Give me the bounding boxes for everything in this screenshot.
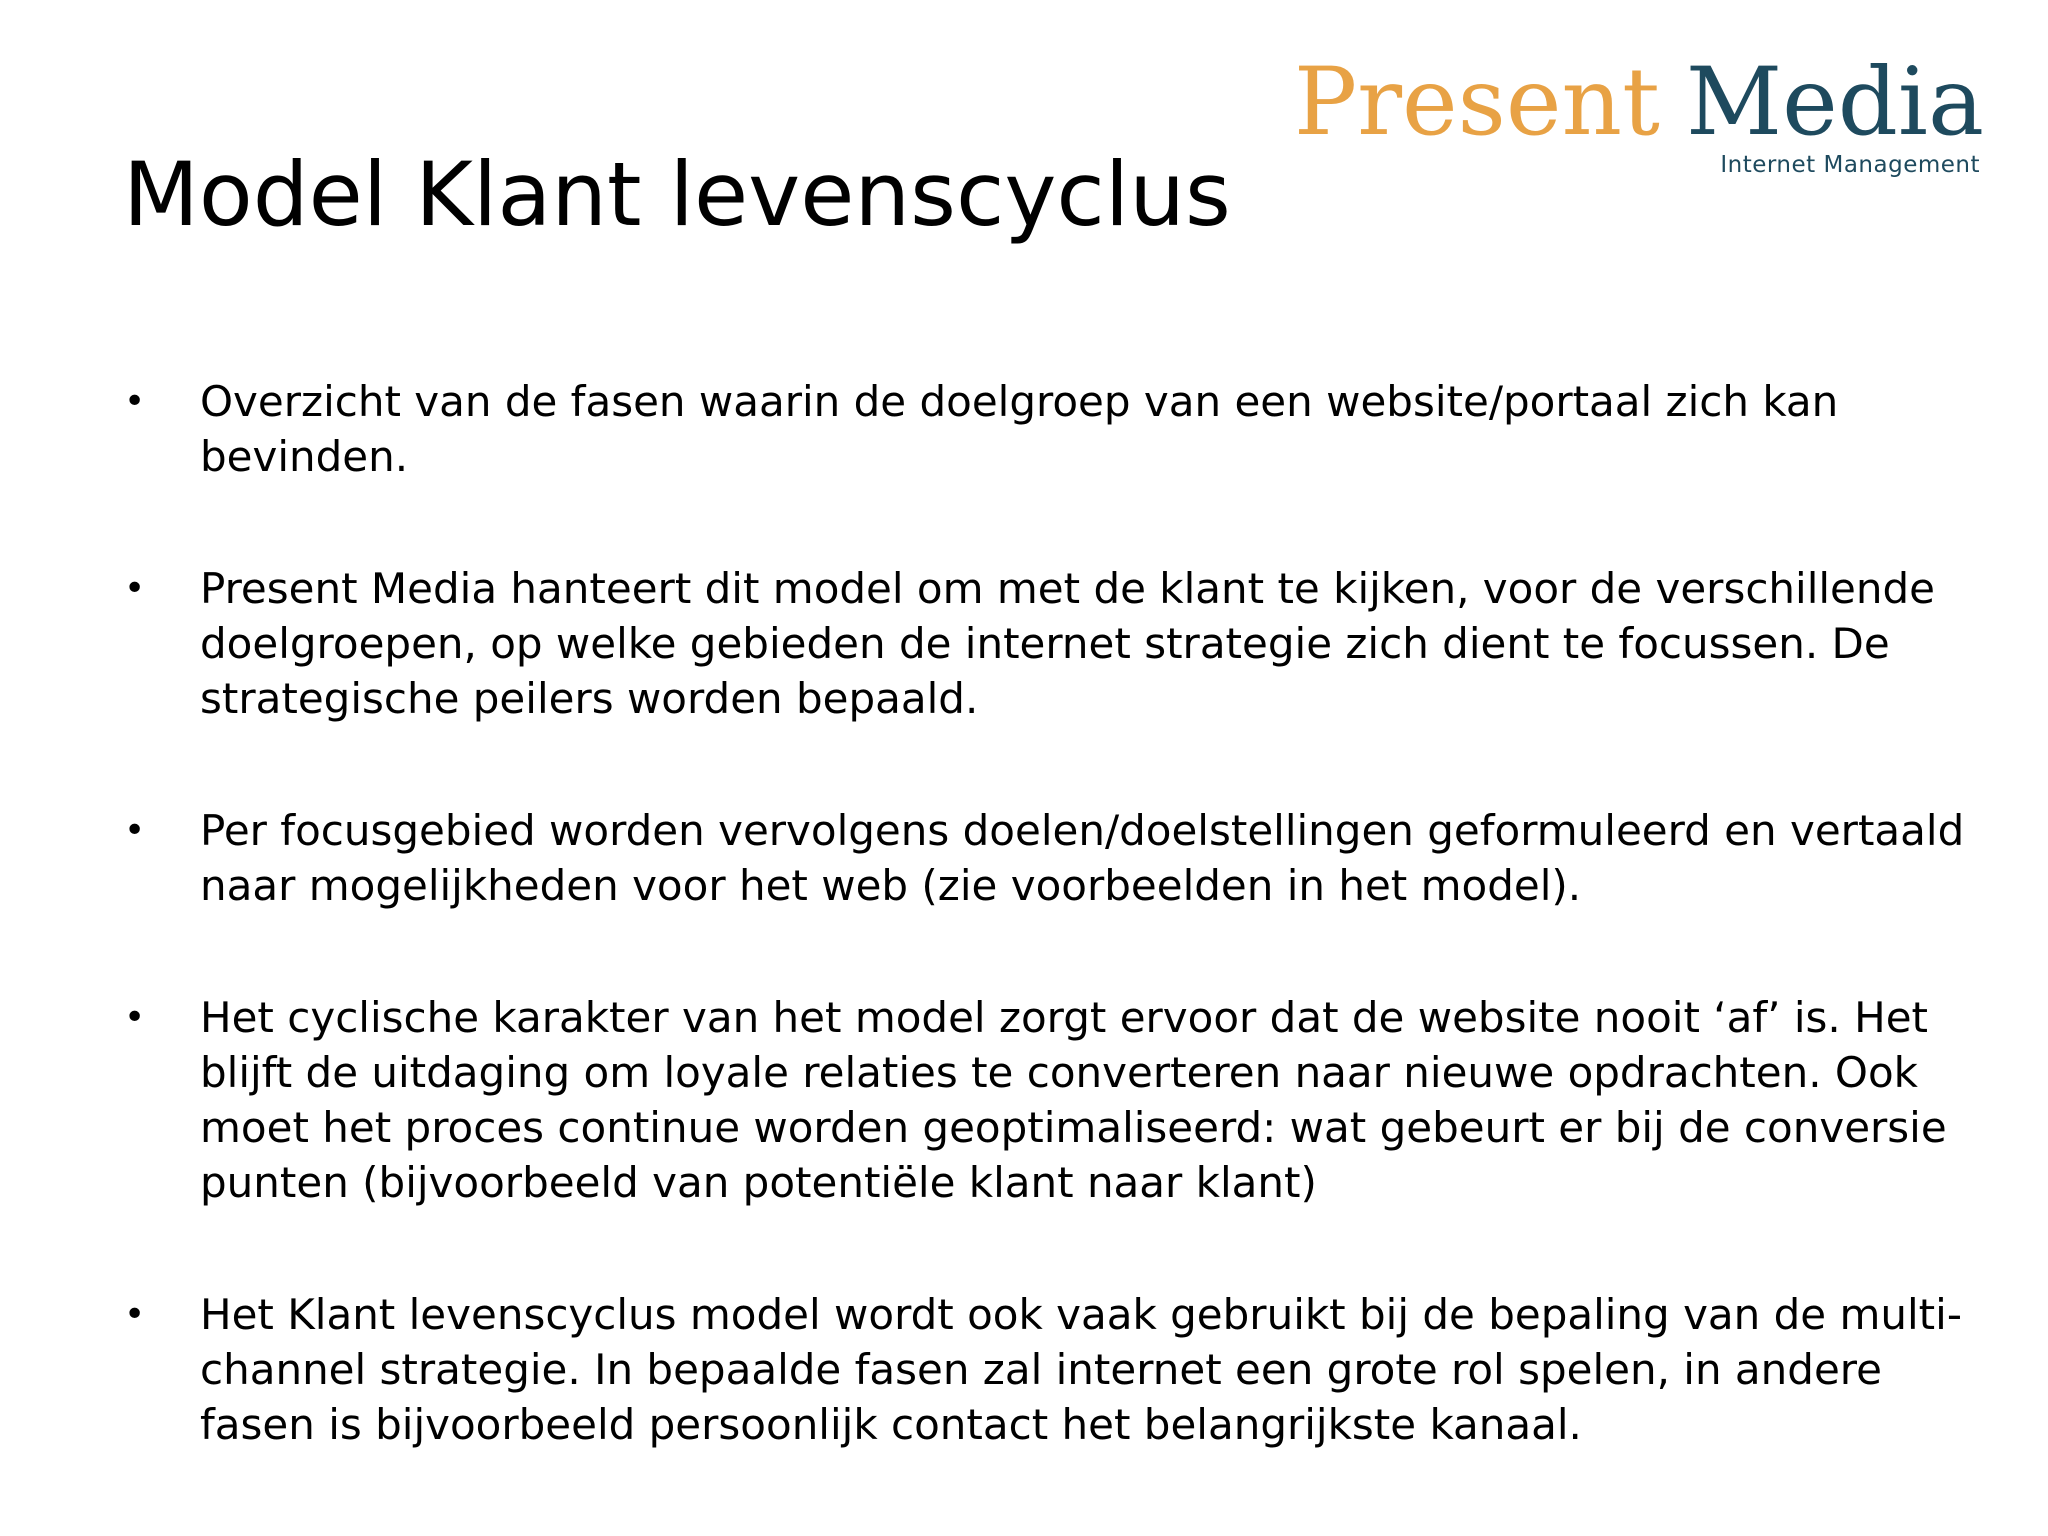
bullet-marker: •: [124, 810, 146, 851]
bullet-list: [0, 374, 2048, 1452]
bullet-text: Overzicht van de fasen waarin de doelgroep van een website/portaal zich kan bevinden.: [200, 377, 1839, 481]
logo-word-media: Media: [1685, 48, 1984, 157]
bullet-text: Het Klant levenscyclus model wordt ook vaak gebruikt bij de bepaling van de multi-channel strategie. In bepaalde fasen zal internet een grote rol spelen, in andere fasen is bijvoorbeeld persoonlijk contact het belangrijkste kanaal.: [200, 1290, 1962, 1449]
slide-title: Model Klant levenscyclus: [123, 143, 1231, 246]
bullet-item: [0, 1287, 2048, 1452]
bullet-marker: •: [124, 381, 146, 422]
bullet-item: [0, 803, 2048, 913]
bullet-item: [0, 990, 2048, 1210]
bullet-marker: •: [124, 997, 146, 1038]
bullet-item: [0, 561, 2048, 726]
bullet-marker: •: [124, 568, 146, 609]
logo-tagline: Internet Management: [1720, 152, 1980, 178]
bullet-text: Per focusgebied worden vervolgens doelen/doelstellingen geformuleerd en vertaald naar mogelijkheden voor het web (zie voorbeelden in het model).: [200, 806, 1965, 910]
logo-wordmark: [1294, 48, 1984, 158]
bullet-text: Present Media hanteert dit model om met de klant te kijken, voor de verschillende doelgroepen, op welke gebieden de internet strategie zich dient te focussen. De strategische peilers worden bepaald.: [200, 564, 1936, 723]
bullet-marker: •: [124, 1294, 146, 1335]
logo-word-present: Present: [1293, 48, 1660, 157]
bullet-item: [0, 374, 2048, 484]
company-logo: [1293, 48, 1994, 188]
bullet-text: Het cyclische karakter van het model zorgt ervoor dat de website nooit ‘af’ is. Het blijft de uitdaging om loyale relaties te converteren naar nieuwe opdrachten. Ook moet het proces continue worden geoptimaliseerd: wat gebeurt er bij de conversie punten (bijvoorbeeld van potentiële klant naar klant): [200, 993, 1947, 1207]
